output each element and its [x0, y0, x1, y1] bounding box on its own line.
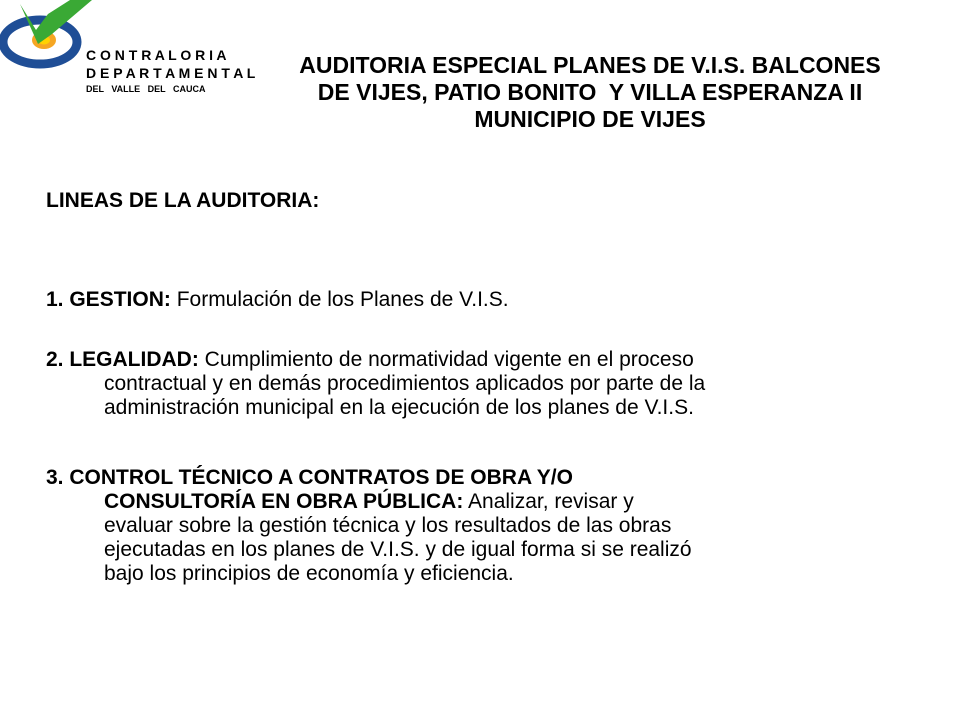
- item-text: Analizar, revisar y: [463, 490, 634, 513]
- item-text: Cumplimiento de normatividad vigente en el proceso: [198, 348, 694, 371]
- item-text: ejecutadas en los planes de V.I.S. y de igual forma si se realizó: [104, 538, 692, 561]
- audit-line-item: [46, 348, 926, 420]
- audit-line-item: [46, 288, 926, 312]
- wordmark-line-1: C O N T R A L O R I A: [86, 47, 227, 63]
- item-text: bajo los principios de economía y eficiencia.: [104, 562, 514, 585]
- item-text: Formulación de los Planes de V.I.S.: [170, 288, 509, 311]
- title-line-1: AUDITORIA ESPECIAL PLANES DE V.I.S. BALCONES: [299, 52, 881, 78]
- wordmark-line-3: DEL VALLE DEL CAUCA: [86, 84, 206, 94]
- item-text: administración municipal en la ejecución de los planes de V.I.S.: [104, 396, 694, 419]
- item-label: 1. GESTION:: [46, 288, 171, 311]
- item-text: contractual y en demás procedimientos aplicados por parte de la: [104, 372, 706, 395]
- wordmark-line-2: D E P A R T A M E N T A L: [86, 65, 256, 81]
- audit-line-item: [46, 466, 926, 586]
- item-label: CONSULTORÍA EN OBRA PÚBLICA:: [104, 490, 464, 513]
- title-line-2: DE VIJES, PATIO BONITO Y VILLA ESPERANZA II: [317, 79, 863, 105]
- item-label: 2. LEGALIDAD:: [46, 348, 199, 371]
- contraloria-wordmark: [86, 47, 256, 94]
- section-heading: LINEAS DE LA AUDITORIA:: [46, 189, 320, 212]
- slide-title: [248, 52, 932, 133]
- item-label: 3. CONTROL TÉCNICO A CONTRATOS DE OBRA Y/O: [46, 466, 573, 489]
- item-text: evaluar sobre la gestión técnica y los resultados de las obras: [104, 514, 672, 537]
- title-line-3: MUNICIPIO DE VIJES: [474, 106, 706, 132]
